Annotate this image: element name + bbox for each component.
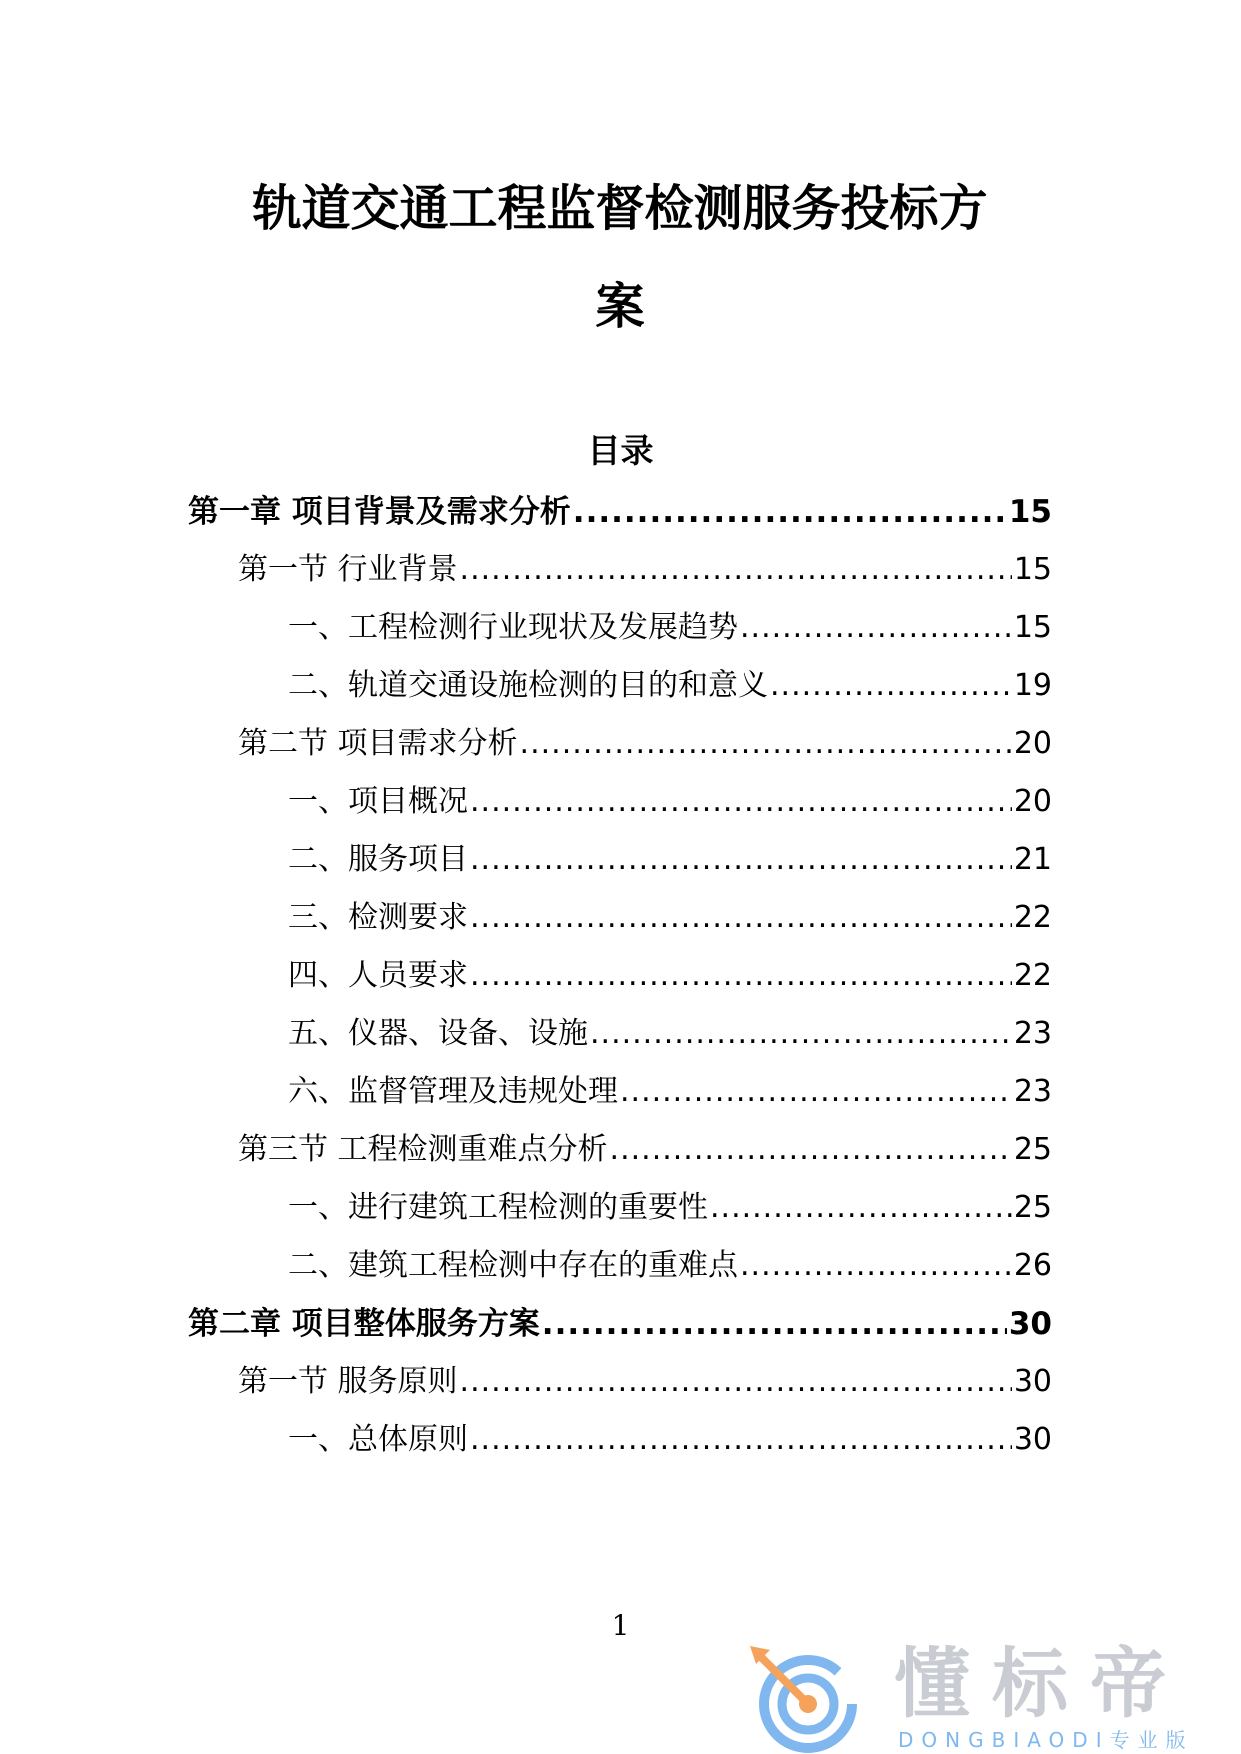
toc-entry[interactable]: [288, 1246, 1052, 1286]
document-title-line-2: 案: [595, 278, 645, 335]
toc-entry-label: 第一节 服务原则: [238, 1364, 458, 1399]
toc-entry-label: 第二章 项目整体服务方案: [188, 1306, 540, 1342]
toc-entry-page: 23: [1013, 1016, 1052, 1051]
toc-entry-page: 19: [1013, 668, 1052, 703]
toc-entry[interactable]: [288, 1188, 1052, 1228]
toc-entry[interactable]: [288, 956, 1052, 996]
toc-leader-dots: [470, 1420, 1012, 1460]
toc-leader-dots: [460, 550, 1012, 590]
toc-entry-page: 25: [1013, 1132, 1052, 1167]
toc-entry-page: 26: [1013, 1248, 1052, 1283]
toc-leader-dots: [470, 898, 1012, 938]
toc-entry-label: 五、仪器、设备、设施: [288, 1016, 588, 1051]
toc-entry-label: 第一节 行业背景: [238, 552, 458, 587]
toc-entry-label: 二、建筑工程检测中存在的重难点: [288, 1248, 738, 1283]
toc-entry-page: 20: [1013, 726, 1052, 761]
watermark-sub-text: DONGBIAODI专业版: [898, 1728, 1194, 1752]
toc-leader-dots: [470, 956, 1012, 996]
watermark: [746, 1638, 1226, 1754]
watermark-brand-text: 懂标帝: [894, 1639, 1188, 1728]
toc-leader-dots: [470, 840, 1012, 880]
toc-entry-page: 15: [1013, 552, 1052, 587]
toc-entry[interactable]: [288, 608, 1052, 648]
toc-leader-dots: [740, 1246, 1012, 1286]
toc-leader-dots: [520, 724, 1012, 764]
toc-entry[interactable]: [288, 1420, 1052, 1460]
target-arrow-icon: [746, 1638, 866, 1754]
toc-entry[interactable]: [288, 840, 1052, 880]
toc-entry[interactable]: [288, 1014, 1052, 1054]
toc-entry-label: 第三节 工程检测重难点分析: [238, 1132, 608, 1167]
toc-entry[interactable]: [238, 1362, 1052, 1402]
toc-leader-dots: [610, 1130, 1012, 1170]
toc-entry[interactable]: [188, 492, 1052, 532]
toc-entry[interactable]: [288, 666, 1052, 706]
toc-leader-dots: [710, 1188, 1012, 1228]
toc-entry-page: 30: [1013, 1422, 1052, 1457]
toc-entry[interactable]: [288, 898, 1052, 938]
toc-leader-dots: [620, 1072, 1012, 1112]
toc-entry[interactable]: [288, 782, 1052, 822]
document-title-line-1: 轨道交通工程监督检测服务投标方: [252, 180, 988, 237]
toc-entry-page: 25: [1013, 1190, 1052, 1225]
toc-entry-label: 一、进行建筑工程检测的重要性: [288, 1190, 708, 1225]
toc-entry-page: 22: [1013, 958, 1052, 993]
toc-entry-page: 30: [1008, 1306, 1052, 1342]
toc-entry[interactable]: [238, 1130, 1052, 1170]
toc-entry-label: 四、人员要求: [288, 958, 468, 993]
toc-entry-label: 第一章 项目背景及需求分析: [188, 494, 571, 530]
toc-leader-dots: [573, 492, 1007, 532]
page-number: 1: [611, 1609, 630, 1642]
toc-entry-page: 20: [1013, 784, 1052, 819]
toc-leader-dots: [770, 666, 1012, 706]
toc-entry-label: 一、项目概况: [288, 784, 468, 819]
toc-entry-label: 第二节 项目需求分析: [238, 726, 518, 761]
toc-entry-page: 23: [1013, 1074, 1052, 1109]
toc-entry-page: 22: [1013, 900, 1052, 935]
toc-entry-label: 一、总体原则: [288, 1422, 468, 1457]
toc-entry[interactable]: [238, 550, 1052, 590]
toc-entry-label: 二、服务项目: [288, 842, 468, 877]
toc-entry-label: 六、监督管理及违规处理: [288, 1074, 618, 1109]
toc-leader-dots: [542, 1304, 1007, 1344]
toc-entry[interactable]: [288, 1072, 1052, 1112]
toc-entry-page: 21: [1013, 842, 1052, 877]
toc-entry[interactable]: [188, 1304, 1052, 1344]
toc-leader-dots: [460, 1362, 1012, 1402]
toc-leader-dots: [470, 782, 1012, 822]
toc-entry-page: 30: [1013, 1364, 1052, 1399]
toc-entry-label: 一、工程检测行业现状及发展趋势: [288, 610, 738, 645]
toc-heading: 目录: [587, 431, 654, 470]
toc-entry-page: 15: [1013, 610, 1052, 645]
toc-leader-dots: [740, 608, 1012, 648]
toc-entry-page: 15: [1008, 494, 1052, 530]
toc-leader-dots: [590, 1014, 1012, 1054]
toc-entry-label: 三、检测要求: [288, 900, 468, 935]
toc-entry-label: 二、轨道交通设施检测的目的和意义: [288, 668, 768, 703]
toc-entry[interactable]: [238, 724, 1052, 764]
